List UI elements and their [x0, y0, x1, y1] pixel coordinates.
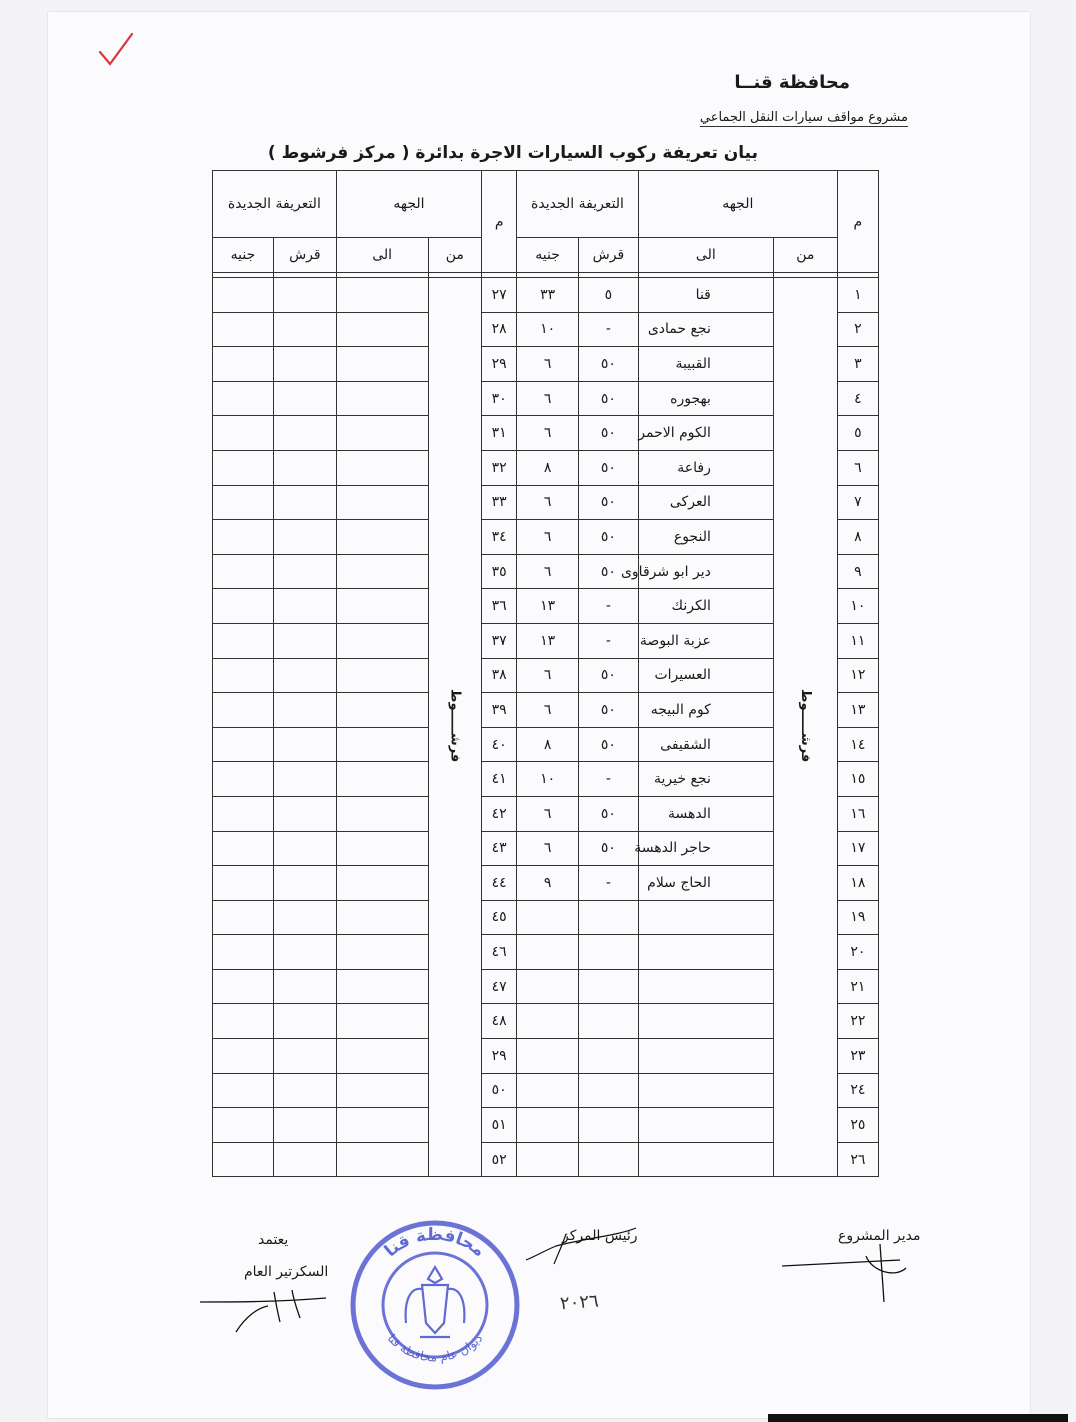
title-prefix: بيان تعريفة ركوب السيارات الاجرة بدائرة ( — [401, 143, 758, 163]
row-piaster-left — [273, 935, 336, 970]
origin-label-left: فرشـــــوط — [447, 688, 463, 762]
row-piaster-left — [273, 278, 336, 313]
row-to-right: نجع خيرية — [638, 762, 773, 797]
row-index-left: ٣١ — [482, 416, 517, 451]
row-to-right: الشقيفى — [638, 727, 773, 762]
project-name: مشروع مواقف سيارات النقل الجماعي — [699, 110, 908, 125]
row-piaster-left — [273, 658, 336, 693]
row-pound-left — [213, 796, 274, 831]
row-pound-left — [213, 1073, 274, 1108]
row-pound-left — [213, 935, 274, 970]
row-index-right: ٢٣ — [837, 1039, 878, 1074]
row-pound-left — [213, 900, 274, 935]
row-to-left — [336, 485, 428, 520]
row-to-right: العسيرات — [638, 658, 773, 693]
row-to-right: الحاج سلام — [638, 866, 773, 901]
row-piaster-left — [273, 1039, 336, 1074]
row-pound-left — [213, 312, 274, 347]
row-index-right: ٣ — [837, 347, 878, 382]
row-piaster-right — [579, 1004, 639, 1039]
row-piaster-right: ٥٠ — [579, 693, 639, 728]
row-piaster-left — [273, 347, 336, 382]
row-to-right: الكوم الاحمر — [638, 416, 773, 451]
header-piaster-right: قرش — [579, 238, 639, 273]
row-to-left — [336, 554, 428, 589]
title-center: مركز فرشوط — [281, 143, 396, 163]
row-index-left: ٤٣ — [482, 831, 517, 866]
header-from-right: من — [773, 238, 837, 273]
row-piaster-left — [273, 1108, 336, 1143]
check-mark-icon — [96, 30, 136, 70]
row-piaster-left — [273, 416, 336, 451]
row-pound-right: ٦ — [517, 416, 579, 451]
row-pound-right: ٦ — [517, 658, 579, 693]
row-piaster-right — [579, 969, 639, 1004]
row-pound-right: ١٠ — [517, 762, 579, 797]
row-index-left: ٣٢ — [482, 450, 517, 485]
row-to-right: دير ابو شرقاوى — [638, 554, 773, 589]
row-piaster-left — [273, 969, 336, 1004]
row-piaster-left — [273, 1142, 336, 1177]
row-to-right: النجوع — [638, 520, 773, 555]
row-index-right: ٢٢ — [837, 1004, 878, 1039]
row-index-right: ١٩ — [837, 900, 878, 935]
row-piaster-right: ٥٠ — [579, 381, 639, 416]
governorate-heading: محافظة قنــا — [734, 72, 850, 93]
row-piaster-right: ٥ — [579, 278, 639, 313]
row-index-right: ٢ — [837, 312, 878, 347]
row-piaster-left — [273, 1004, 336, 1039]
row-index-right: ٤ — [837, 381, 878, 416]
row-index-right: ٩ — [837, 554, 878, 589]
row-pound-right — [517, 900, 579, 935]
row-piaster-right: ٥٠ — [579, 831, 639, 866]
row-pound-left — [213, 1108, 274, 1143]
row-to-left — [336, 589, 428, 624]
row-to-left — [336, 450, 428, 485]
row-to-right — [638, 900, 773, 935]
row-pound-left — [213, 658, 274, 693]
row-to-right: قنا — [638, 278, 773, 313]
row-to-right: الكرنك — [638, 589, 773, 624]
tariff-table — [212, 170, 879, 1177]
row-piaster-left — [273, 762, 336, 797]
row-piaster-left — [273, 623, 336, 658]
header-index-right: م — [837, 171, 878, 273]
header-destination-right: الجهه — [638, 171, 837, 238]
row-index-right: ٢٥ — [837, 1108, 878, 1143]
row-index-left: ٣٦ — [482, 589, 517, 624]
row-to-right: بهجوره — [638, 381, 773, 416]
row-pound-left — [213, 278, 274, 313]
row-piaster-right: ٥٠ — [579, 727, 639, 762]
row-index-left: ٤٥ — [482, 900, 517, 935]
row-piaster-right — [579, 900, 639, 935]
row-piaster-right — [579, 1142, 639, 1177]
row-pound-right — [517, 1039, 579, 1074]
row-piaster-right: ٥٠ — [579, 796, 639, 831]
row-pound-left — [213, 485, 274, 520]
row-pound-left — [213, 450, 274, 485]
row-pound-left — [213, 1004, 274, 1039]
row-piaster-left — [273, 589, 336, 624]
header-pound-left: جنيه — [213, 238, 274, 273]
row-to-left — [336, 623, 428, 658]
row-piaster-right: ٥٠ — [579, 485, 639, 520]
row-index-right: ٨ — [837, 520, 878, 555]
eagle-emblem-icon — [406, 1267, 465, 1337]
row-to-right — [638, 1142, 773, 1177]
row-piaster-left — [273, 796, 336, 831]
row-piaster-right: ٥٠ — [579, 554, 639, 589]
row-index-left: ٣٣ — [482, 485, 517, 520]
row-index-right: ١٢ — [837, 658, 878, 693]
row-index-left: ٤٧ — [482, 969, 517, 1004]
row-index-right: ١٦ — [837, 796, 878, 831]
row-index-right: ٢٠ — [837, 935, 878, 970]
row-piaster-right: ٥٠ — [579, 450, 639, 485]
row-piaster-left — [273, 312, 336, 347]
row-index-left: ٢٨ — [482, 312, 517, 347]
row-index-left: ٥١ — [482, 1108, 517, 1143]
row-piaster-right — [579, 1073, 639, 1108]
row-piaster-left — [273, 485, 336, 520]
row-piaster-right: ٥٠ — [579, 347, 639, 382]
row-index-right: ٥ — [837, 416, 878, 451]
row-pound-left — [213, 347, 274, 382]
row-index-left: ٤٨ — [482, 1004, 517, 1039]
row-piaster-left — [273, 727, 336, 762]
row-to-right — [638, 1073, 773, 1108]
origin-label-right: فرشـــــوط — [797, 688, 813, 762]
row-to-left — [336, 347, 428, 382]
row-index-right: ١٣ — [837, 693, 878, 728]
header-to-right: الى — [638, 238, 773, 273]
row-index-left: ٤٠ — [482, 727, 517, 762]
row-to-right: القبيبة — [638, 347, 773, 382]
row-index-right: ٢١ — [837, 969, 878, 1004]
table-row — [213, 278, 879, 313]
row-index-right: ٦ — [837, 450, 878, 485]
row-from-right — [773, 278, 837, 1177]
row-to-right: العركى — [638, 485, 773, 520]
row-index-right: ٢٤ — [837, 1073, 878, 1108]
row-to-left — [336, 796, 428, 831]
row-piaster-left — [273, 900, 336, 935]
row-pound-right: ٦ — [517, 381, 579, 416]
row-index-left: ٥٠ — [482, 1073, 517, 1108]
row-piaster-right — [579, 1108, 639, 1143]
row-pound-right — [517, 1142, 579, 1177]
row-pound-right: ١٠ — [517, 312, 579, 347]
row-index-left: ٢٩ — [482, 347, 517, 382]
row-pound-left — [213, 1142, 274, 1177]
row-pound-right — [517, 1073, 579, 1108]
row-to-right: رفاعة — [638, 450, 773, 485]
row-pound-right: ٨ — [517, 727, 579, 762]
row-index-left: ٣٠ — [482, 381, 517, 416]
row-index-right: ١١ — [837, 623, 878, 658]
row-to-left — [336, 520, 428, 555]
row-to-left — [336, 762, 428, 797]
row-pound-right: ١٣ — [517, 623, 579, 658]
header-index-left: م — [482, 171, 517, 273]
title-suffix: ) — [267, 143, 276, 163]
stamp-top-text: محافظة قنا — [380, 1224, 489, 1262]
row-to-left — [336, 312, 428, 347]
row-piaster-right: - — [579, 312, 639, 347]
row-to-left — [336, 727, 428, 762]
row-to-right: نجع حمادى — [638, 312, 773, 347]
row-pound-right: ٦ — [517, 347, 579, 382]
row-piaster-right: - — [579, 623, 639, 658]
row-pound-right: ٦ — [517, 693, 579, 728]
row-pound-left — [213, 554, 274, 589]
center-head-label: رئيس المركز — [562, 1228, 638, 1244]
row-piaster-left — [273, 520, 336, 555]
row-to-right: عزبة البوصة — [638, 623, 773, 658]
row-to-left — [336, 693, 428, 728]
row-to-left — [336, 658, 428, 693]
document-title — [268, 143, 758, 163]
official-stamp — [340, 1205, 530, 1405]
row-index-left: ٤٤ — [482, 866, 517, 901]
row-pound-right: ١٣ — [517, 589, 579, 624]
row-piaster-right — [579, 935, 639, 970]
row-pound-left — [213, 693, 274, 728]
row-piaster-right: ٥٠ — [579, 520, 639, 555]
row-pound-right: ٦ — [517, 831, 579, 866]
row-to-left — [336, 935, 428, 970]
row-pound-left — [213, 866, 274, 901]
row-to-left — [336, 969, 428, 1004]
row-index-right: ٧ — [837, 485, 878, 520]
row-pound-right: ٦ — [517, 520, 579, 555]
approve-label: يعتمد — [258, 1232, 289, 1248]
row-index-right: ١٥ — [837, 762, 878, 797]
header-pound-right: جنيه — [517, 238, 579, 273]
row-pound-right: ٩ — [517, 866, 579, 901]
row-to-right: حاجر الدهسة — [638, 831, 773, 866]
row-to-left — [336, 381, 428, 416]
row-index-left: ٣٨ — [482, 658, 517, 693]
row-piaster-right: - — [579, 762, 639, 797]
row-index-left: ٢٩ — [482, 1039, 517, 1074]
row-index-right: ٢٦ — [837, 1142, 878, 1177]
row-piaster-left — [273, 693, 336, 728]
row-index-left: ٢٧ — [482, 278, 517, 313]
row-piaster-left — [273, 554, 336, 589]
row-to-right: كوم البيجه — [638, 693, 773, 728]
row-pound-right: ٣٣ — [517, 278, 579, 313]
row-from-left — [428, 278, 482, 1177]
secretary-general-label: السكرتير العام — [244, 1264, 329, 1280]
row-index-left: ٤٦ — [482, 935, 517, 970]
bottom-edge-bar — [768, 1414, 1068, 1422]
row-index-left: ٣٩ — [482, 693, 517, 728]
row-index-left: ٣٤ — [482, 520, 517, 555]
row-pound-left — [213, 831, 274, 866]
row-pound-left — [213, 520, 274, 555]
row-to-right — [638, 1039, 773, 1074]
row-pound-left — [213, 416, 274, 451]
project-manager-signature — [780, 1238, 920, 1308]
row-index-right: ١٠ — [837, 589, 878, 624]
row-pound-right: ٦ — [517, 554, 579, 589]
row-pound-left — [213, 727, 274, 762]
row-index-right: ١٤ — [837, 727, 878, 762]
header-piaster-left: قرش — [273, 238, 336, 273]
row-pound-left — [213, 1039, 274, 1074]
row-piaster-left — [273, 831, 336, 866]
row-to-left — [336, 900, 428, 935]
row-to-left — [336, 1073, 428, 1108]
row-index-left: ٥٢ — [482, 1142, 517, 1177]
row-pound-right: ٦ — [517, 796, 579, 831]
row-pound-left — [213, 623, 274, 658]
handwritten-numbers: ٢٠٢٦ — [559, 1290, 600, 1315]
header-from-left: من — [428, 238, 482, 273]
row-index-left: ٤١ — [482, 762, 517, 797]
row-pound-left — [213, 381, 274, 416]
row-pound-right — [517, 1004, 579, 1039]
secretary-general-signature — [196, 1272, 346, 1342]
row-to-right — [638, 1108, 773, 1143]
tariff-table-body — [213, 273, 879, 1177]
row-index-right: ١٨ — [837, 866, 878, 901]
row-pound-right — [517, 1108, 579, 1143]
row-piaster-right: ٥٠ — [579, 658, 639, 693]
row-index-left: ٤٢ — [482, 796, 517, 831]
row-index-left: ٣٧ — [482, 623, 517, 658]
row-pound-right: ٨ — [517, 450, 579, 485]
row-piaster-right — [579, 1039, 639, 1074]
row-piaster-right: ٥٠ — [579, 416, 639, 451]
header-destination-left: الجهه — [336, 171, 481, 238]
row-piaster-right: - — [579, 866, 639, 901]
stamp-bottom-text: ديوان عام محافظة قنا — [384, 1331, 486, 1365]
row-to-left — [336, 831, 428, 866]
row-pound-left — [213, 762, 274, 797]
row-to-right — [638, 935, 773, 970]
header-new-tariff-right: التعريفة الجديدة — [517, 171, 639, 238]
header-to-left: الى — [336, 238, 428, 273]
row-pound-right — [517, 969, 579, 1004]
row-to-left — [336, 1142, 428, 1177]
row-piaster-left — [273, 381, 336, 416]
row-to-left — [336, 1108, 428, 1143]
row-to-left — [336, 416, 428, 451]
row-pound-right: ٦ — [517, 485, 579, 520]
row-piaster-left — [273, 866, 336, 901]
row-index-right: ١ — [837, 278, 878, 313]
row-pound-left — [213, 969, 274, 1004]
row-piaster-left — [273, 450, 336, 485]
row-to-right: الدهسة — [638, 796, 773, 831]
row-to-left — [336, 1039, 428, 1074]
row-to-right — [638, 1004, 773, 1039]
row-to-left — [336, 1004, 428, 1039]
header-new-tariff-left: التعريفة الجديدة — [213, 171, 337, 238]
row-index-left: ٣٥ — [482, 554, 517, 589]
row-to-left — [336, 278, 428, 313]
row-index-right: ١٧ — [837, 831, 878, 866]
row-pound-left — [213, 589, 274, 624]
row-to-right — [638, 969, 773, 1004]
row-piaster-left — [273, 1073, 336, 1108]
row-to-left — [336, 866, 428, 901]
row-piaster-right: - — [579, 589, 639, 624]
row-pound-right — [517, 935, 579, 970]
project-manager-label: مدير المشروع — [838, 1228, 921, 1244]
